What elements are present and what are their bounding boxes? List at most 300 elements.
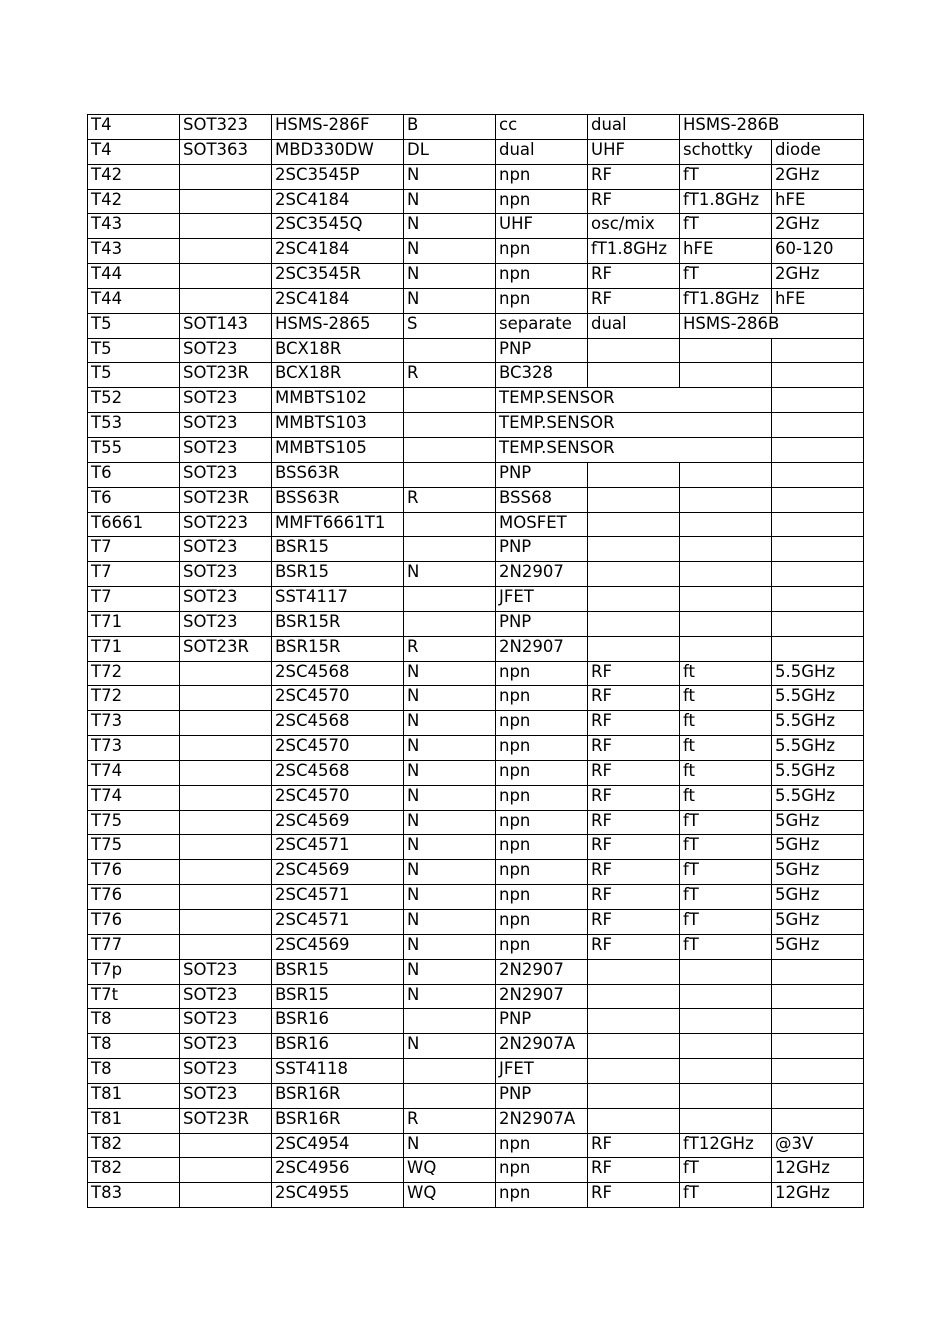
table-cell bbox=[680, 1059, 772, 1084]
table-row bbox=[88, 984, 864, 1009]
table-cell: T71 bbox=[88, 611, 180, 636]
table-cell bbox=[772, 636, 864, 661]
table-row bbox=[88, 388, 864, 413]
table-cell: npn bbox=[496, 711, 588, 736]
table-cell: N bbox=[404, 661, 496, 686]
table-cell bbox=[772, 611, 864, 636]
table-cell bbox=[180, 760, 272, 785]
table-cell bbox=[680, 437, 772, 462]
table-cell bbox=[180, 934, 272, 959]
table-cell: 2N2907A bbox=[496, 1034, 588, 1059]
table-row bbox=[88, 611, 864, 636]
table-cell: BCX18R bbox=[272, 363, 404, 388]
table-row bbox=[88, 686, 864, 711]
table-cell: SOT143 bbox=[180, 313, 272, 338]
table-cell: N bbox=[404, 686, 496, 711]
table-cell: 2SC4570 bbox=[272, 686, 404, 711]
table-cell bbox=[680, 363, 772, 388]
table-cell: 5GHz bbox=[772, 860, 864, 885]
table-row bbox=[88, 1158, 864, 1183]
table-cell: RF bbox=[588, 1183, 680, 1208]
table-row bbox=[88, 1009, 864, 1034]
table-cell: SOT23R bbox=[180, 487, 272, 512]
table-row bbox=[88, 934, 864, 959]
table-row bbox=[88, 587, 864, 612]
table-cell: T7 bbox=[88, 562, 180, 587]
table-cell: T81 bbox=[88, 1083, 180, 1108]
table-cell: T82 bbox=[88, 1158, 180, 1183]
table-cell: T7 bbox=[88, 587, 180, 612]
table-row bbox=[88, 661, 864, 686]
table-cell: 5.5GHz bbox=[772, 760, 864, 785]
table-cell bbox=[180, 264, 272, 289]
table-cell: MOSFET bbox=[496, 512, 588, 537]
table-row bbox=[88, 1059, 864, 1084]
table-cell: N bbox=[404, 934, 496, 959]
table-cell: SOT23 bbox=[180, 562, 272, 587]
table-cell: N bbox=[404, 760, 496, 785]
table-cell: 2SC4569 bbox=[272, 810, 404, 835]
table-cell bbox=[588, 1009, 680, 1034]
table-row bbox=[88, 288, 864, 313]
table-row bbox=[88, 115, 864, 140]
table-cell bbox=[180, 214, 272, 239]
table-cell: npn bbox=[496, 239, 588, 264]
table-cell: fT1.8GHz bbox=[680, 189, 772, 214]
table-cell: PNP bbox=[496, 1009, 588, 1034]
table-cell bbox=[680, 1108, 772, 1133]
table-cell bbox=[180, 189, 272, 214]
table-row bbox=[88, 785, 864, 810]
table-cell: JFET bbox=[496, 587, 588, 612]
table-cell: dual bbox=[588, 313, 680, 338]
table-cell: SOT23 bbox=[180, 537, 272, 562]
table-cell bbox=[588, 611, 680, 636]
table-cell: npn bbox=[496, 1133, 588, 1158]
table-cell: 12GHz bbox=[772, 1183, 864, 1208]
table-cell bbox=[772, 388, 864, 413]
table-cell: N bbox=[404, 1034, 496, 1059]
table-row bbox=[88, 264, 864, 289]
table-cell: 2SC4570 bbox=[272, 736, 404, 761]
table-cell: npn bbox=[496, 785, 588, 810]
table-cell: BSR16R bbox=[272, 1083, 404, 1108]
table-row bbox=[88, 537, 864, 562]
table-cell bbox=[588, 1059, 680, 1084]
table-cell: hFE bbox=[772, 288, 864, 313]
table-cell: 2SC4954 bbox=[272, 1133, 404, 1158]
table-cell: 2SC4568 bbox=[272, 711, 404, 736]
table-cell: N bbox=[404, 984, 496, 1009]
table-cell bbox=[680, 1034, 772, 1059]
table-cell: RF bbox=[588, 1158, 680, 1183]
table-cell: osc/mix bbox=[588, 214, 680, 239]
table-cell bbox=[588, 487, 680, 512]
table-cell: fT bbox=[680, 264, 772, 289]
table-cell: HSMS-286F bbox=[272, 115, 404, 140]
table-cell: T5 bbox=[88, 363, 180, 388]
table-cell bbox=[588, 462, 680, 487]
table-cell: N bbox=[404, 959, 496, 984]
table-cell: SOT23 bbox=[180, 437, 272, 462]
table-cell: npn bbox=[496, 1183, 588, 1208]
table-cell: ft bbox=[680, 686, 772, 711]
table-cell: SST4118 bbox=[272, 1059, 404, 1084]
table-cell: RF bbox=[588, 760, 680, 785]
table-cell: npn bbox=[496, 189, 588, 214]
table-cell: T7t bbox=[88, 984, 180, 1009]
table-cell: SOT23 bbox=[180, 1083, 272, 1108]
table-cell bbox=[404, 413, 496, 438]
table-cell: BC328 bbox=[496, 363, 588, 388]
table-cell bbox=[588, 1108, 680, 1133]
table-cell: RF bbox=[588, 910, 680, 935]
table-cell: TEMP.SENSOR bbox=[496, 437, 588, 462]
table-cell: 2SC4568 bbox=[272, 661, 404, 686]
table-cell: HSMS-2865 bbox=[272, 313, 404, 338]
table-cell bbox=[772, 363, 864, 388]
table-cell bbox=[404, 537, 496, 562]
table-cell: SOT223 bbox=[180, 512, 272, 537]
table-cell: fT bbox=[680, 835, 772, 860]
table-cell: schottky bbox=[680, 139, 772, 164]
table-cell: BSS63R bbox=[272, 487, 404, 512]
table-cell: SOT23 bbox=[180, 413, 272, 438]
table-cell: T76 bbox=[88, 860, 180, 885]
table-row bbox=[88, 562, 864, 587]
table-cell bbox=[180, 1183, 272, 1208]
table-cell bbox=[180, 885, 272, 910]
table-cell: T73 bbox=[88, 736, 180, 761]
table-cell bbox=[404, 611, 496, 636]
table-cell: RF bbox=[588, 264, 680, 289]
table-cell: T73 bbox=[88, 711, 180, 736]
table-cell: SOT23 bbox=[180, 462, 272, 487]
table-cell: SOT23 bbox=[180, 1034, 272, 1059]
table-cell: T4 bbox=[88, 139, 180, 164]
table-cell: SST4117 bbox=[272, 587, 404, 612]
component-table bbox=[87, 114, 864, 1208]
table-cell: T75 bbox=[88, 835, 180, 860]
table-cell bbox=[772, 462, 864, 487]
table-cell: HSMS-286B bbox=[680, 115, 772, 140]
table-cell: 12GHz bbox=[772, 1158, 864, 1183]
table-cell: SOT23 bbox=[180, 984, 272, 1009]
table-cell bbox=[680, 1083, 772, 1108]
table-cell: N bbox=[404, 562, 496, 587]
table-row bbox=[88, 835, 864, 860]
table-cell: fT1.8GHz bbox=[588, 239, 680, 264]
table-cell: N bbox=[404, 835, 496, 860]
table-row bbox=[88, 1133, 864, 1158]
table-cell bbox=[772, 338, 864, 363]
table-cell bbox=[772, 562, 864, 587]
table-cell: separate bbox=[496, 313, 588, 338]
table-cell bbox=[588, 984, 680, 1009]
table-cell bbox=[772, 537, 864, 562]
table-cell: T5 bbox=[88, 313, 180, 338]
table-cell: SOT23 bbox=[180, 388, 272, 413]
table-cell bbox=[680, 636, 772, 661]
table-cell bbox=[772, 313, 864, 338]
table-cell bbox=[588, 363, 680, 388]
table-row bbox=[88, 910, 864, 935]
table-cell: SOT23R bbox=[180, 636, 272, 661]
table-cell: BCX18R bbox=[272, 338, 404, 363]
table-cell: PNP bbox=[496, 611, 588, 636]
table-cell bbox=[680, 562, 772, 587]
table-row bbox=[88, 164, 864, 189]
table-cell: S bbox=[404, 313, 496, 338]
table-cell: N bbox=[404, 288, 496, 313]
table-cell bbox=[404, 462, 496, 487]
table-cell: 5GHz bbox=[772, 810, 864, 835]
table-cell bbox=[180, 1158, 272, 1183]
table-cell bbox=[680, 462, 772, 487]
table-cell: 60-120 bbox=[772, 239, 864, 264]
table-cell: BSR15R bbox=[272, 611, 404, 636]
table-row bbox=[88, 462, 864, 487]
table-cell bbox=[404, 338, 496, 363]
table-cell: npn bbox=[496, 835, 588, 860]
table-cell: 2SC3545Q bbox=[272, 214, 404, 239]
table-cell: fT bbox=[680, 1183, 772, 1208]
table-cell: 2N2907 bbox=[496, 562, 588, 587]
table-cell: T7p bbox=[88, 959, 180, 984]
table-cell: N bbox=[404, 910, 496, 935]
table-cell: 2N2907 bbox=[496, 636, 588, 661]
table-cell: RF bbox=[588, 164, 680, 189]
table-cell bbox=[404, 388, 496, 413]
table-cell: TEMP.SENSOR bbox=[496, 388, 588, 413]
table-cell bbox=[180, 785, 272, 810]
table-body bbox=[88, 115, 864, 1208]
table-cell: 2SC4569 bbox=[272, 860, 404, 885]
table-cell: MMBTS105 bbox=[272, 437, 404, 462]
table-cell: MBD330DW bbox=[272, 139, 404, 164]
table-cell: npn bbox=[496, 1158, 588, 1183]
table-cell: T72 bbox=[88, 686, 180, 711]
table-cell: T53 bbox=[88, 413, 180, 438]
table-cell: UHF bbox=[588, 139, 680, 164]
table-cell bbox=[680, 388, 772, 413]
table-cell bbox=[772, 984, 864, 1009]
table-cell bbox=[680, 984, 772, 1009]
table-cell bbox=[180, 711, 272, 736]
table-cell: PNP bbox=[496, 1083, 588, 1108]
table-cell bbox=[772, 1059, 864, 1084]
table-cell: RF bbox=[588, 189, 680, 214]
table-cell bbox=[180, 736, 272, 761]
table-cell: dual bbox=[496, 139, 588, 164]
table-cell: RF bbox=[588, 711, 680, 736]
table-cell: BSR15 bbox=[272, 562, 404, 587]
table-row bbox=[88, 437, 864, 462]
table-cell: BSR16 bbox=[272, 1034, 404, 1059]
table-cell bbox=[680, 413, 772, 438]
table-cell: T76 bbox=[88, 910, 180, 935]
table-cell: BSS68 bbox=[496, 487, 588, 512]
table-cell: SOT23R bbox=[180, 363, 272, 388]
table-row bbox=[88, 413, 864, 438]
table-cell bbox=[772, 413, 864, 438]
table-cell: fT bbox=[680, 810, 772, 835]
table-cell: 2N2907 bbox=[496, 984, 588, 1009]
table-cell: MMFT6661T1 bbox=[272, 512, 404, 537]
table-row bbox=[88, 363, 864, 388]
table-cell: JFET bbox=[496, 1059, 588, 1084]
table-cell: ft bbox=[680, 736, 772, 761]
table-cell: 2SC4568 bbox=[272, 760, 404, 785]
table-cell: 2N2907A bbox=[496, 1108, 588, 1133]
table-cell bbox=[680, 487, 772, 512]
table-cell: N bbox=[404, 810, 496, 835]
table-cell: N bbox=[404, 1133, 496, 1158]
table-cell: fT bbox=[680, 860, 772, 885]
table-cell: N bbox=[404, 785, 496, 810]
table-cell: 2SC4184 bbox=[272, 288, 404, 313]
table-cell: RF bbox=[588, 288, 680, 313]
table-cell: RF bbox=[588, 1133, 680, 1158]
table-cell bbox=[404, 1083, 496, 1108]
table-cell: T75 bbox=[88, 810, 180, 835]
table-row bbox=[88, 512, 864, 537]
table-row bbox=[88, 487, 864, 512]
table-cell: T71 bbox=[88, 636, 180, 661]
table-cell: 2SC4569 bbox=[272, 934, 404, 959]
table-cell: 5.5GHz bbox=[772, 736, 864, 761]
table-cell: diode bbox=[772, 139, 864, 164]
table-cell: npn bbox=[496, 860, 588, 885]
table-cell: T76 bbox=[88, 885, 180, 910]
table-cell: ft bbox=[680, 760, 772, 785]
table-cell: N bbox=[404, 860, 496, 885]
table-cell: N bbox=[404, 711, 496, 736]
table-cell bbox=[772, 1034, 864, 1059]
table-cell bbox=[180, 288, 272, 313]
table-row bbox=[88, 1108, 864, 1133]
table-cell: R bbox=[404, 636, 496, 661]
table-cell: 2GHz bbox=[772, 264, 864, 289]
table-cell bbox=[772, 959, 864, 984]
table-row bbox=[88, 313, 864, 338]
table-cell: N bbox=[404, 239, 496, 264]
table-cell: npn bbox=[496, 288, 588, 313]
table-cell bbox=[404, 587, 496, 612]
table-cell: N bbox=[404, 885, 496, 910]
table-cell: T74 bbox=[88, 760, 180, 785]
table-cell: B bbox=[404, 115, 496, 140]
table-cell: N bbox=[404, 736, 496, 761]
table-cell: T5 bbox=[88, 338, 180, 363]
table-cell: BSR16R bbox=[272, 1108, 404, 1133]
table-cell: npn bbox=[496, 760, 588, 785]
table-cell bbox=[180, 835, 272, 860]
table-cell: T82 bbox=[88, 1133, 180, 1158]
table-cell: BSR15 bbox=[272, 984, 404, 1009]
table-cell: RF bbox=[588, 810, 680, 835]
table-row bbox=[88, 189, 864, 214]
table-cell: T6 bbox=[88, 462, 180, 487]
table-cell: RF bbox=[588, 885, 680, 910]
table-cell: 2SC4956 bbox=[272, 1158, 404, 1183]
table-cell: RF bbox=[588, 934, 680, 959]
table-cell: SOT23 bbox=[180, 959, 272, 984]
table-cell bbox=[680, 611, 772, 636]
table-cell: R bbox=[404, 363, 496, 388]
table-cell bbox=[588, 338, 680, 363]
table-cell bbox=[772, 1108, 864, 1133]
table-cell bbox=[772, 115, 864, 140]
table-cell bbox=[680, 512, 772, 537]
table-cell bbox=[680, 1009, 772, 1034]
table-cell: SOT23 bbox=[180, 1009, 272, 1034]
table-cell: 2SC4571 bbox=[272, 910, 404, 935]
table-cell bbox=[772, 587, 864, 612]
table-cell: 5.5GHz bbox=[772, 711, 864, 736]
table-cell: 2SC4571 bbox=[272, 885, 404, 910]
table-cell: 2SC4184 bbox=[272, 239, 404, 264]
table-cell: R bbox=[404, 1108, 496, 1133]
table-cell: 2SC4184 bbox=[272, 189, 404, 214]
table-cell: T43 bbox=[88, 239, 180, 264]
table-cell: BSR15R bbox=[272, 636, 404, 661]
table-cell: T44 bbox=[88, 288, 180, 313]
table-cell: npn bbox=[496, 264, 588, 289]
table-cell: BSS63R bbox=[272, 462, 404, 487]
table-cell: fT bbox=[680, 214, 772, 239]
table-cell: hFE bbox=[772, 189, 864, 214]
table-cell: R bbox=[404, 487, 496, 512]
table-cell: SOT23R bbox=[180, 1108, 272, 1133]
table-cell bbox=[180, 860, 272, 885]
table-cell: npn bbox=[496, 736, 588, 761]
table-cell: ft bbox=[680, 661, 772, 686]
table-cell bbox=[588, 537, 680, 562]
table-cell: T7 bbox=[88, 537, 180, 562]
table-row bbox=[88, 760, 864, 785]
table-cell: npn bbox=[496, 661, 588, 686]
table-cell: 5GHz bbox=[772, 910, 864, 935]
table-cell: npn bbox=[496, 934, 588, 959]
table-cell bbox=[180, 686, 272, 711]
table-cell: T81 bbox=[88, 1108, 180, 1133]
table-cell: UHF bbox=[496, 214, 588, 239]
table-row bbox=[88, 239, 864, 264]
table-cell: fT bbox=[680, 910, 772, 935]
table-row bbox=[88, 636, 864, 661]
table-cell bbox=[404, 1009, 496, 1034]
table-cell: RF bbox=[588, 661, 680, 686]
table-cell: fT bbox=[680, 885, 772, 910]
table-cell: 2SC4571 bbox=[272, 835, 404, 860]
table-cell: T55 bbox=[88, 437, 180, 462]
table-cell: T6661 bbox=[88, 512, 180, 537]
table-row bbox=[88, 711, 864, 736]
table-cell: SOT23 bbox=[180, 587, 272, 612]
table-row bbox=[88, 959, 864, 984]
table-cell bbox=[588, 512, 680, 537]
table-cell bbox=[588, 1083, 680, 1108]
table-cell: npn bbox=[496, 164, 588, 189]
table-cell: dual bbox=[588, 115, 680, 140]
table-cell bbox=[680, 959, 772, 984]
table-cell: 5GHz bbox=[772, 934, 864, 959]
table-cell: 2SC4955 bbox=[272, 1183, 404, 1208]
table-cell: 5.5GHz bbox=[772, 686, 864, 711]
table-cell: @3V bbox=[772, 1133, 864, 1158]
table-cell: 2SC3545R bbox=[272, 264, 404, 289]
